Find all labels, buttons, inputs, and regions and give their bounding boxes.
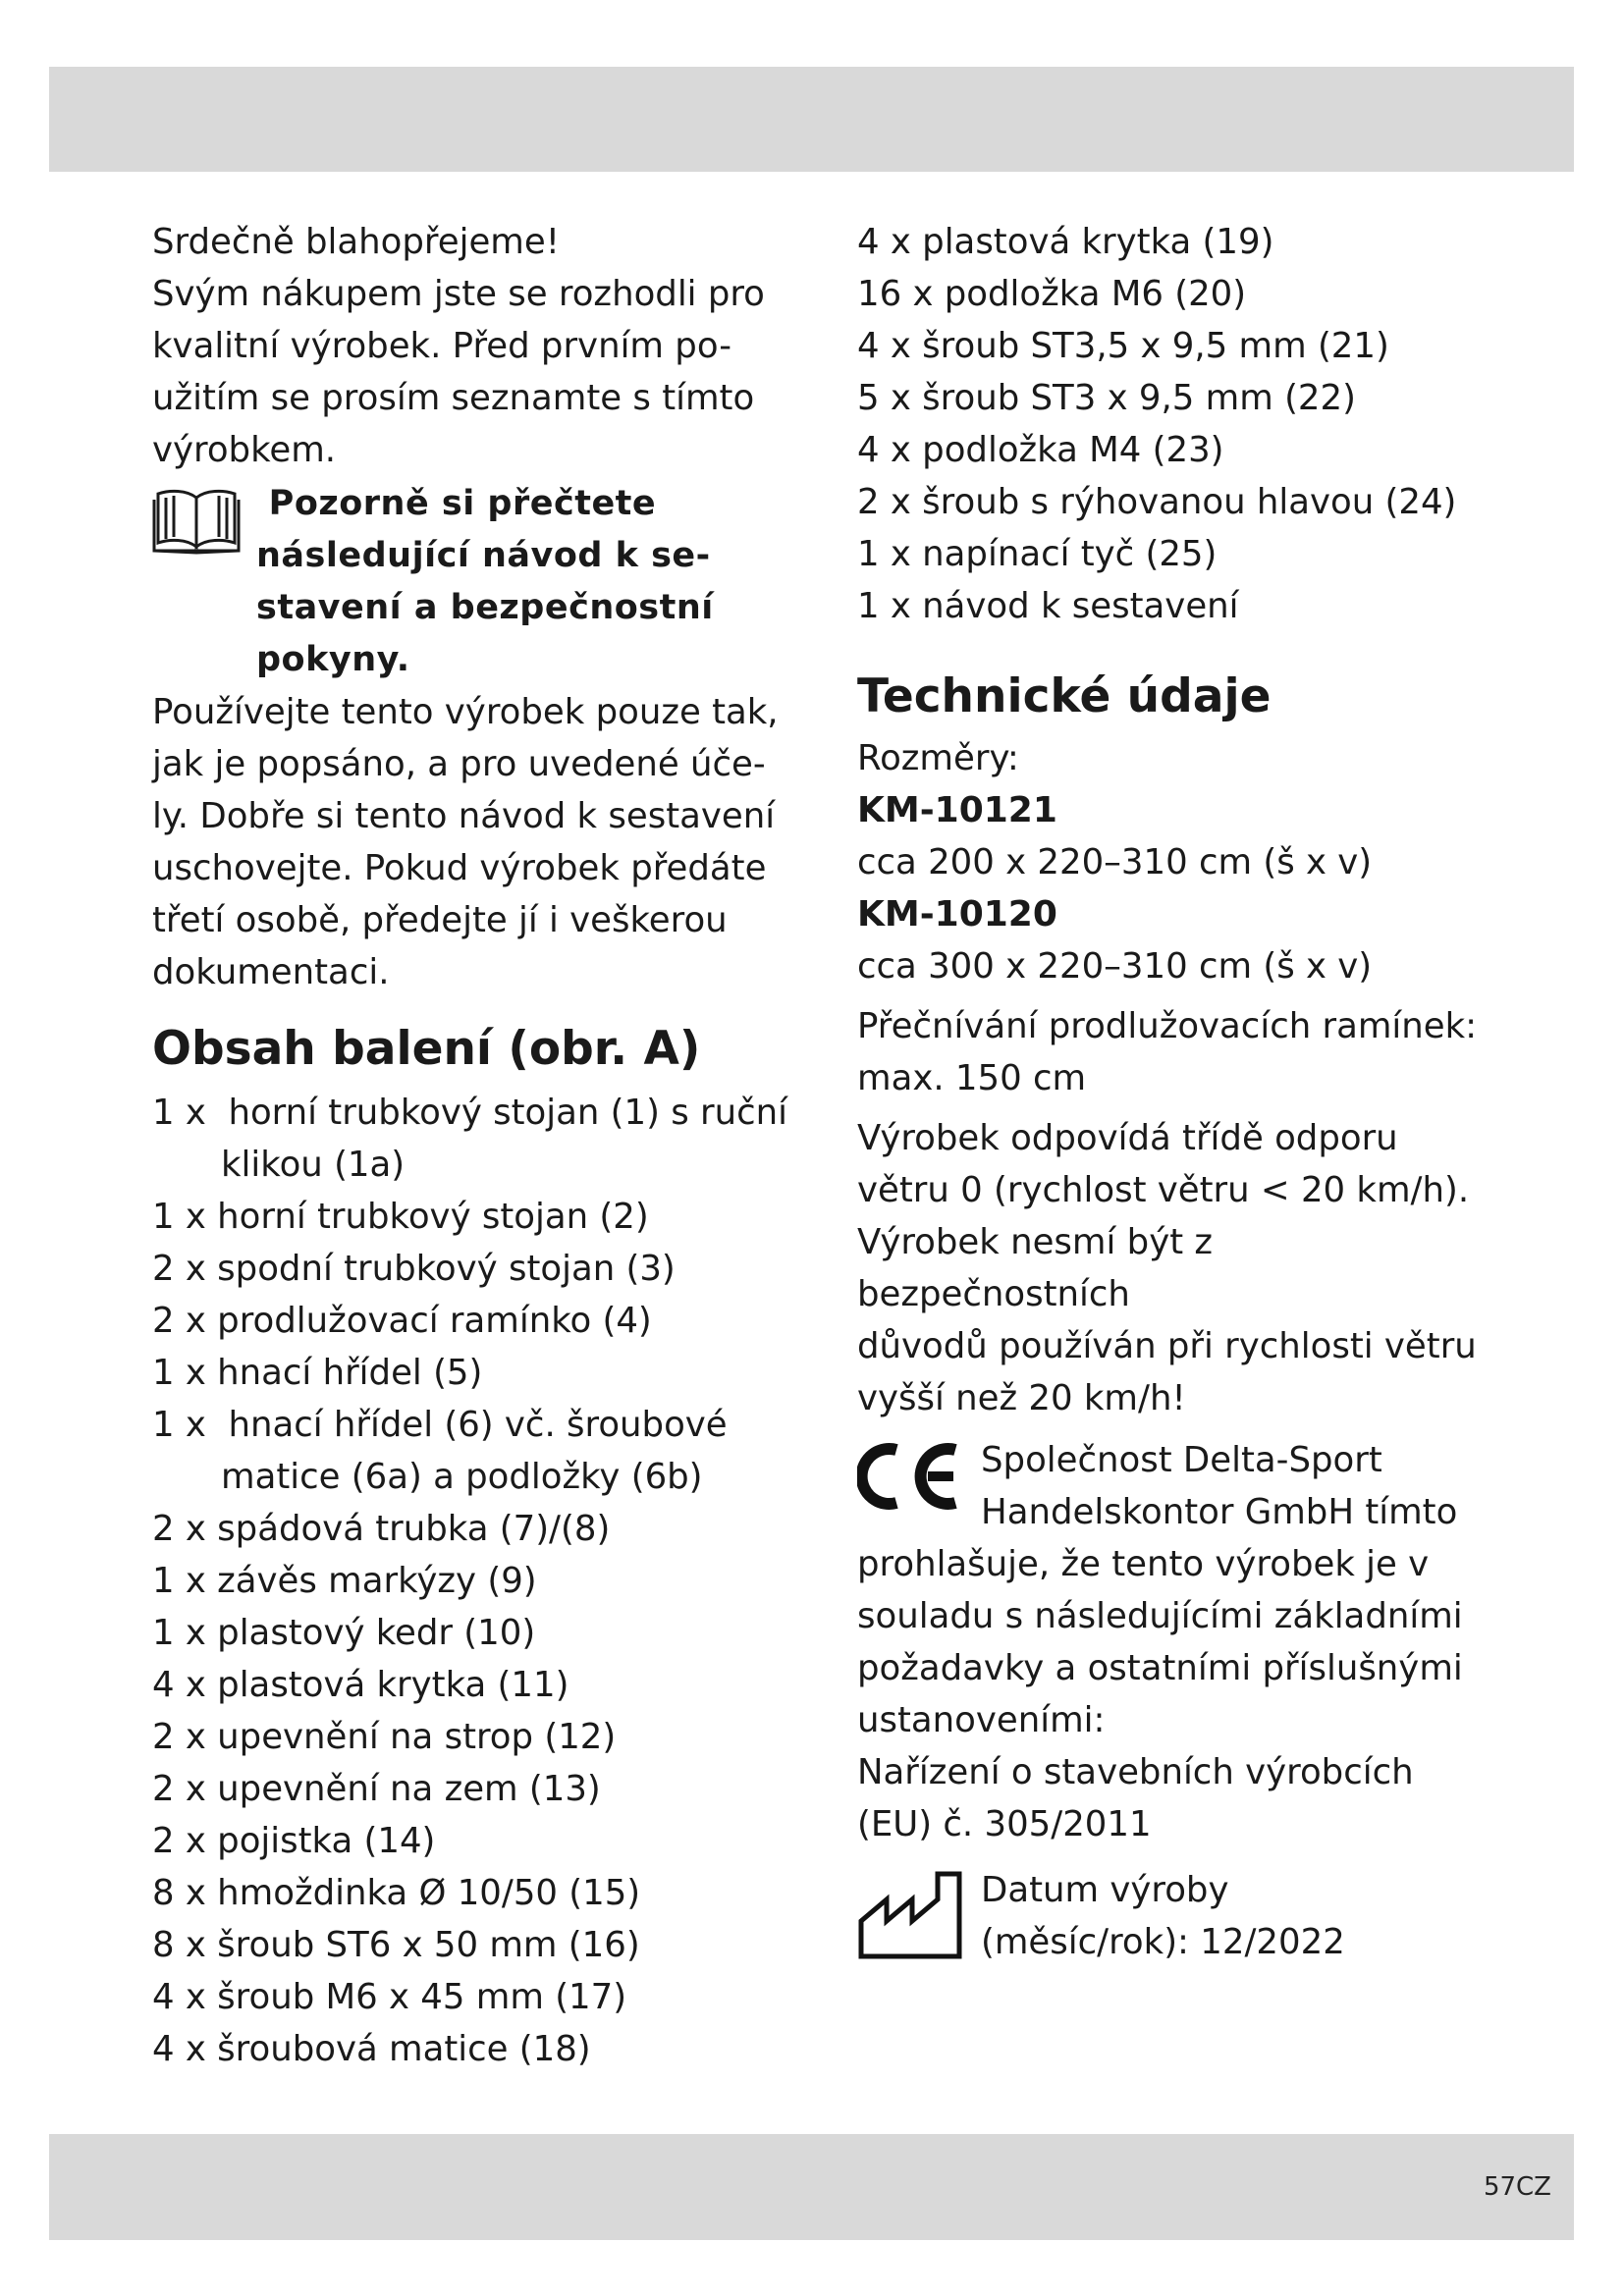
list-item [152, 2023, 781, 2075]
usage-line: dokumentaci. [152, 952, 390, 992]
item-line: 1 x napínací tyč (25) [857, 534, 1218, 574]
list-item [152, 1243, 781, 1295]
wind-info [857, 1112, 1486, 1424]
left-column [152, 216, 788, 2075]
item-line: 2 x pojistka (14) [152, 1821, 436, 1861]
wind-line: Výrobek odpovídá třídě odporu [857, 1118, 1398, 1158]
list-item [152, 1295, 781, 1347]
list-item [152, 1815, 781, 1867]
item-line: 2 x upevnění na zem (13) [152, 1769, 601, 1809]
list-item [152, 1711, 781, 1763]
ce-line: požadavky a ostatními příslušnými [857, 1648, 1463, 1688]
manufacture-date [857, 1864, 1486, 1968]
item-line: 4 x plastová krytka (11) [152, 1665, 569, 1705]
ce-line: ustanoveními: [857, 1700, 1106, 1740]
item-line: 1 x závěs markýzy (9) [152, 1561, 537, 1601]
list-item [857, 268, 1486, 320]
ce-lead-line: Společnost Delta-Sport [981, 1440, 1382, 1480]
contents-list-continued [857, 216, 1486, 632]
list-item [857, 424, 1486, 476]
page-number: 57CZ [1483, 2172, 1551, 2202]
ce-line: prohlašuje, že tento výrobek je v [857, 1544, 1430, 1584]
usage-line: ly. Dobře si tento návod k sestavení [152, 796, 776, 836]
item-line: 16 x podložka M6 (20) [857, 274, 1247, 314]
contents-list [152, 1087, 788, 2075]
list-item [857, 372, 1486, 424]
model-dimensions: cca 200 x 220–310 cm (š x v) [857, 842, 1373, 882]
wind-line: Výrobek nesmí být z bezpečnostních [857, 1222, 1214, 1314]
wind-line: důvodů používán při rychlosti větru [857, 1326, 1477, 1366]
item-line: 4 x podložka M4 (23) [857, 430, 1224, 470]
overhang-line: max. 150 cm [857, 1058, 1087, 1098]
list-item [152, 1867, 781, 1919]
usage-line: uschovejte. Pokud výrobek předáte [152, 848, 767, 888]
intro-line: výrobkem. [152, 430, 337, 470]
ce-lead-line: Handelskontor GmbH tímto [981, 1492, 1458, 1532]
item-continuation: matice (6a) a podložky (6b) [221, 1457, 703, 1497]
model-number: KM-10120 [857, 894, 1057, 934]
warning-line: Pozorně si přečtete [256, 484, 657, 523]
list-item [152, 1087, 788, 1191]
item-line: 2 x spodní trubkový stojan (3) [152, 1249, 676, 1289]
item-line: 4 x šroubová matice (18) [152, 2029, 591, 2069]
item-continuation: klikou (1a) [221, 1145, 406, 1185]
intro-line: užitím se prosím seznamte s tímto [152, 378, 755, 418]
book-icon [152, 484, 241, 557]
tech-heading: Technické údaje [857, 669, 1272, 723]
overhang-info [857, 1000, 1486, 1104]
item-line: 2 x spádová trubka (7)/(8) [152, 1509, 611, 1549]
model-number: KM-10121 [857, 790, 1057, 830]
intro-line: Svým nákupem jste se rozhodli pro [152, 274, 765, 314]
factory-icon [857, 1870, 965, 1962]
list-item [152, 1919, 781, 1971]
warning-line: následující návod k se- [256, 536, 711, 575]
list-item [152, 1347, 781, 1399]
ce-line: Nařízení o stavebních výrobcích [857, 1752, 1414, 1792]
list-item [152, 1971, 781, 2023]
item-line: 1 x horní trubkový stojan (2) [152, 1197, 649, 1237]
list-item [152, 1399, 781, 1503]
intro-line: kvalitní výrobek. Před prvním po- [152, 326, 732, 366]
dimensions-label: Rozměry: [857, 738, 1019, 778]
overhang-line: Přečnívání prodlužovacích ramínek: [857, 1006, 1478, 1046]
item-line: 8 x hmoždinka Ø 10/50 (15) [152, 1873, 641, 1913]
item-line: 1 x hnací hřídel (6) vč. šroubové [152, 1405, 728, 1445]
warning-line: pokyny. [256, 640, 410, 679]
list-item [152, 1659, 781, 1711]
warning-line: stavení a bezpečnostní [256, 588, 714, 627]
model-dimensions: cca 300 x 220–310 cm (š x v) [857, 946, 1373, 987]
list-item [152, 1503, 781, 1555]
read-instructions-warning [152, 478, 781, 686]
usage-line: Používejte tento výrobek pouze tak, [152, 692, 779, 732]
item-line: 2 x prodlužovací ramínko (4) [152, 1301, 652, 1341]
item-line: 1 x plastový kedr (10) [152, 1613, 536, 1653]
manufacture-line: (měsíc/rok): 12/2022 [981, 1922, 1345, 1962]
warning-text [256, 478, 781, 686]
list-item [857, 216, 1486, 268]
list-item [857, 476, 1486, 528]
item-line: 1 x hnací hřídel (5) [152, 1353, 483, 1393]
usage-paragraph [152, 686, 781, 998]
ce-line: souladu s následujícími základními [857, 1596, 1463, 1636]
item-line: 8 x šroub ST6 x 50 mm (16) [152, 1925, 640, 1965]
ce-mark-icon [857, 1442, 965, 1511]
list-item [152, 1607, 781, 1659]
list-item [152, 1191, 781, 1243]
wind-line: vyšší než 20 km/h! [857, 1378, 1186, 1418]
footer-band [49, 2134, 1574, 2240]
list-item [152, 1555, 781, 1607]
intro-paragraph [152, 268, 781, 476]
greeting: Srdečně blahopřejeme! [152, 222, 560, 262]
wind-line: větru 0 (rychlost větru < 20 km/h). [857, 1170, 1470, 1210]
manufacture-line: Datum výroby [981, 1870, 1229, 1910]
item-line: 5 x šroub ST3 x 9,5 mm (22) [857, 378, 1356, 418]
contents-heading: Obsah balení (obr. A) [152, 1022, 701, 1076]
usage-line: jak je popsáno, a pro uvedené úče- [152, 744, 766, 784]
header-band [49, 67, 1574, 172]
ce-declaration [857, 1434, 1486, 1850]
list-item [152, 1763, 781, 1815]
item-line: 4 x šroub ST3,5 x 9,5 mm (21) [857, 326, 1389, 366]
item-line: 4 x plastová krytka (19) [857, 222, 1274, 262]
right-column [857, 216, 1486, 1968]
usage-line: třetí osobě, předejte jí i veškerou [152, 900, 728, 940]
item-line: 1 x horní trubkový stojan (1) s ruční [152, 1093, 788, 1133]
list-item [857, 580, 1486, 632]
item-line: 4 x šroub M6 x 45 mm (17) [152, 1977, 627, 2017]
list-item [857, 320, 1486, 372]
ce-line: (EU) č. 305/2011 [857, 1804, 1152, 1844]
list-item [857, 528, 1486, 580]
item-line: 2 x upevnění na strop (12) [152, 1717, 617, 1757]
item-line: 2 x šroub s rýhovanou hlavou (24) [857, 482, 1457, 522]
item-line: 1 x návod k sestavení [857, 586, 1239, 626]
